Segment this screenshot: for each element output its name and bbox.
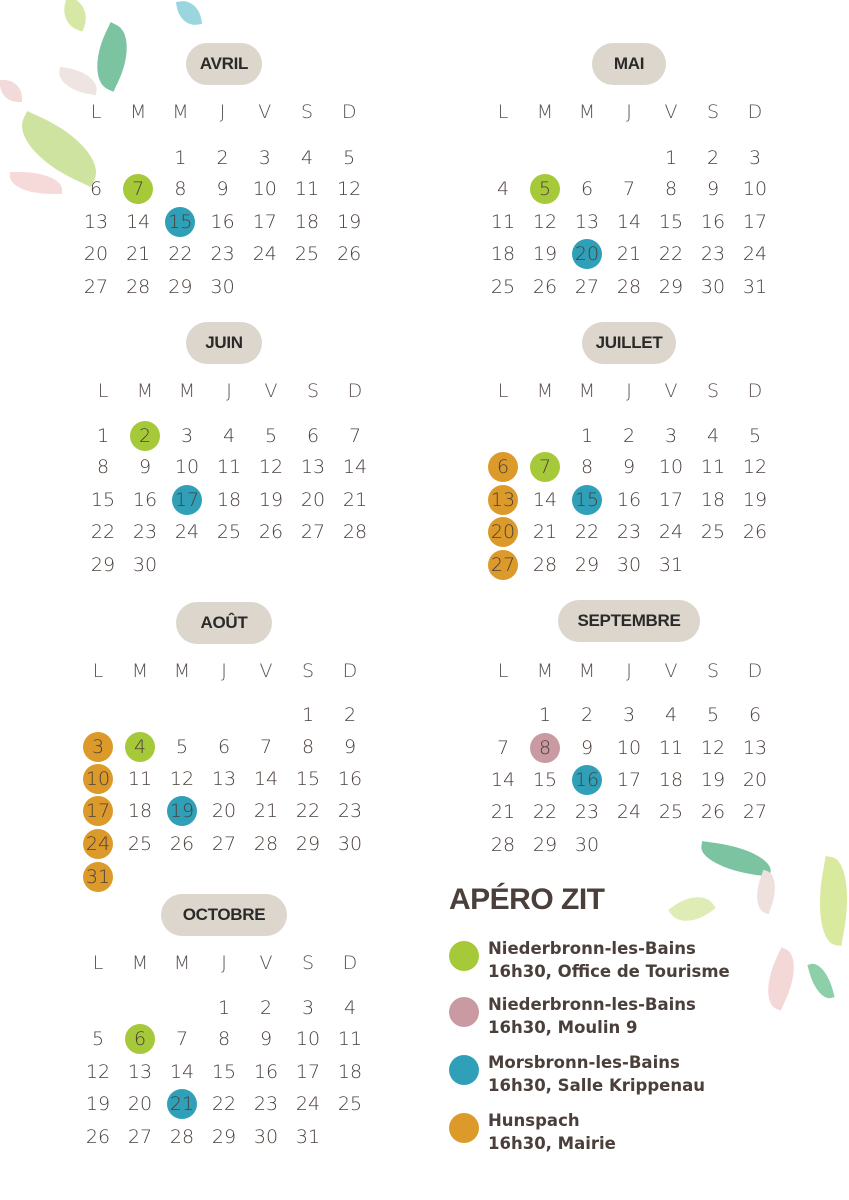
day-cell: 16 [700,211,726,233]
weekday-header: M [131,952,149,974]
leaf-decoration [10,172,62,194]
day-cell: 23 [253,1093,279,1115]
day-cell: 26 [337,243,362,265]
day-cell: 12 [258,456,284,478]
legend-text [488,1109,616,1155]
day-cell: 16 [337,768,363,790]
day-cell: 19 [337,211,362,233]
weekday-header: S [301,660,315,682]
day-cell: 1 [96,425,110,447]
day-cell: 16 [210,211,235,233]
event-day-green: 5 [530,174,560,204]
event-day-green: 6 [125,1024,155,1054]
day-cell: 30 [574,834,600,856]
day-cell: 26 [258,521,284,543]
day-cell: 8 [217,1028,231,1050]
day-cell: 7 [496,737,510,759]
day-cell: 29 [211,1126,237,1148]
weekday-header: M [131,660,149,682]
weekday-header: M [172,101,189,123]
legend-dot-orange [449,1113,479,1143]
event-day-blue: 15 [572,485,602,515]
day-cell: 30 [132,554,158,576]
day-cell: 30 [616,554,642,576]
day-cell: 5 [175,736,189,758]
legend-location: Morsbronn-les-Bains [488,1053,680,1072]
day-cell: 21 [532,521,558,543]
day-cell: 11 [337,1028,363,1050]
day-cell: 11 [658,737,684,759]
legend-location: Niederbronn-les-Bains [488,939,696,958]
legend-time-place: 16h30, Office de Tourisme [488,962,730,981]
weekday-header: S [706,101,720,123]
day-cell: 6 [217,736,231,758]
day-cell: 19 [85,1093,111,1115]
weekday-header: D [341,101,357,123]
day-cell: 15 [90,489,116,511]
day-cell: 22 [211,1093,237,1115]
weekday-header: V [664,101,678,123]
day-cell: 8 [580,456,594,478]
day-cell: 2 [580,704,594,726]
day-cell: 13 [300,456,326,478]
weekday-header: J [226,380,232,402]
month-title: SEPTEMBRE [558,600,700,642]
day-cell: 10 [174,456,200,478]
day-cell: 31 [742,276,768,298]
day-cell: 19 [532,243,558,265]
weekday-header: D [747,101,763,123]
weekday-header: S [301,952,315,974]
day-cell: 4 [343,997,357,1019]
legend-location: Niederbronn-les-Bains [488,995,696,1014]
day-cell: 18 [658,769,684,791]
day-cell: 1 [174,147,187,169]
day-cell: 12 [532,211,558,233]
weekday-header: L [497,101,509,123]
day-cell: 14 [253,768,279,790]
day-cell: 7 [259,736,273,758]
leaf-decoration [176,0,202,28]
weekday-header: V [259,660,273,682]
weekday-header: M [173,660,191,682]
day-cell: 6 [580,178,594,200]
day-cell: 6 [748,704,762,726]
weekday-header: S [300,101,314,123]
day-cell: 6 [89,178,103,200]
leaf-decoration [750,870,782,914]
day-cell: 27 [211,833,237,855]
day-cell: 24 [174,521,200,543]
day-cell: 27 [742,801,768,823]
day-cell: 23 [616,521,642,543]
day-cell: 13 [574,211,600,233]
day-cell: 13 [211,768,237,790]
day-cell: 10 [295,1028,321,1050]
day-cell: 13 [127,1061,153,1083]
leaf-decoration [58,0,92,32]
event-day-blue: 15 [165,207,195,237]
day-cell: 4 [706,425,720,447]
day-cell: 2 [259,997,273,1019]
day-cell: 3 [180,425,194,447]
day-cell: 14 [342,456,368,478]
day-cell: 30 [700,276,726,298]
day-cell: 23 [210,243,235,265]
day-cell: 11 [216,456,242,478]
month-title: MAI [592,43,666,85]
leaf-decoration [0,80,22,102]
day-cell: 8 [96,456,110,478]
day-cell: 23 [700,243,726,265]
event-day-green: 4 [125,732,155,762]
day-cell: 25 [490,276,516,298]
day-cell: 27 [300,521,326,543]
weekday-header: L [92,952,104,974]
day-cell: 1 [538,704,552,726]
day-cell: 27 [83,276,109,298]
day-cell: 5 [706,704,720,726]
weekday-header: J [626,380,632,402]
day-cell: 5 [264,425,278,447]
day-cell: 28 [490,834,516,856]
weekday-header: V [259,952,273,974]
leaf-decoration [757,947,805,1011]
weekday-header: M [536,380,554,402]
legend-text [488,937,730,983]
day-cell: 20 [83,243,109,265]
day-cell: 14 [532,489,558,511]
event-day-blue: 20 [572,239,602,269]
event-day-orange: 31 [83,862,113,892]
legend-dot-pink [449,997,479,1027]
event-day-orange: 6 [488,452,518,482]
day-cell: 28 [342,521,368,543]
weekday-header: M [173,952,191,974]
day-cell: 16 [616,489,642,511]
weekday-header: S [706,380,720,402]
day-cell: 21 [126,243,151,265]
event-day-orange: 27 [488,550,518,580]
day-cell: 5 [343,147,356,169]
day-cell: 24 [616,801,642,823]
weekday-header: J [626,101,632,123]
day-cell: 12 [700,737,726,759]
event-day-blue: 19 [167,796,197,826]
day-cell: 22 [574,521,600,543]
event-day-orange: 13 [488,485,518,515]
weekday-header: D [342,952,358,974]
event-day-orange: 3 [83,732,113,762]
day-cell: 20 [742,769,768,791]
day-cell: 26 [85,1126,111,1148]
day-cell: 2 [622,425,636,447]
weekday-header: J [219,101,226,123]
day-cell: 24 [742,243,768,265]
day-cell: 17 [742,211,768,233]
day-cell: 20 [211,800,237,822]
legend-time-place: 16h30, Mairie [488,1134,616,1153]
day-cell: 11 [490,211,516,233]
day-cell: 1 [217,997,231,1019]
day-cell: 24 [658,521,684,543]
legend-title: APÉRO ZIT [449,883,605,916]
day-cell: 1 [580,425,594,447]
day-cell: 14 [616,211,642,233]
day-cell: 1 [301,704,315,726]
weekday-header: M [578,380,596,402]
day-cell: 10 [742,178,768,200]
weekday-header: M [578,660,596,682]
day-cell: 11 [294,178,320,200]
day-cell: 22 [168,243,193,265]
day-cell: 12 [169,768,195,790]
leaf-decoration [668,887,716,931]
day-cell: 12 [337,178,362,200]
day-cell: 26 [532,276,558,298]
day-cell: 27 [574,276,600,298]
day-cell: 29 [574,554,600,576]
day-cell: 12 [742,456,768,478]
event-day-orange: 17 [83,796,113,826]
day-cell: 25 [127,833,153,855]
day-cell: 11 [700,456,726,478]
day-cell: 16 [253,1061,279,1083]
day-cell: 9 [622,456,636,478]
day-cell: 29 [658,276,684,298]
weekday-header: M [136,380,154,402]
day-cell: 30 [210,276,235,298]
day-cell: 8 [301,736,315,758]
day-cell: 10 [658,456,684,478]
day-cell: 23 [132,521,158,543]
day-cell: 4 [496,178,510,200]
day-cell: 3 [664,425,678,447]
day-cell: 25 [337,1093,363,1115]
day-cell: 22 [658,243,684,265]
day-cell: 23 [574,801,600,823]
day-cell: 30 [337,833,363,855]
day-cell: 17 [295,1061,321,1083]
month-title: AVRIL [186,43,262,85]
day-cell: 21 [490,801,516,823]
day-cell: 22 [295,800,321,822]
day-cell: 21 [616,243,642,265]
day-cell: 20 [127,1093,153,1115]
day-cell: 18 [700,489,726,511]
day-cell: 25 [294,243,320,265]
weekday-header: L [92,660,104,682]
legend-time-place: 16h30, Salle Krippenau [488,1076,705,1095]
day-cell: 17 [616,769,642,791]
day-cell: 28 [253,833,279,855]
legend-dot-green [449,941,479,971]
day-cell: 8 [174,178,187,200]
event-day-blue: 21 [167,1089,197,1119]
day-cell: 7 [175,1028,189,1050]
event-day-orange: 20 [488,517,518,547]
legend-text [488,993,696,1039]
day-cell: 7 [622,178,636,200]
weekday-header: V [664,660,678,682]
day-cell: 18 [216,489,242,511]
weekday-header: V [264,380,278,402]
event-day-orange: 24 [83,829,113,859]
legend-time-place: 16h30, Moulin 9 [488,1018,638,1037]
day-cell: 19 [258,489,284,511]
month-title: JUILLET [582,322,676,364]
day-cell: 22 [90,521,116,543]
day-cell: 31 [295,1126,321,1148]
weekday-header: V [258,101,272,123]
event-day-orange: 10 [83,764,113,794]
weekday-header: L [97,380,109,402]
legend-dot-blue [449,1055,479,1085]
day-cell: 4 [300,147,314,169]
day-cell: 7 [348,425,362,447]
month-title: JUIN [186,322,262,364]
day-cell: 3 [622,704,636,726]
day-cell: 29 [295,833,321,855]
day-cell: 23 [337,800,363,822]
event-day-green: 7 [123,174,153,204]
day-cell: 27 [127,1126,153,1148]
legend-text [488,1051,705,1097]
weekday-header: S [306,380,320,402]
weekday-header: M [578,101,596,123]
weekday-header: L [497,660,509,682]
day-cell: 12 [85,1061,111,1083]
day-cell: 14 [126,211,151,233]
day-cell: 2 [706,147,720,169]
day-cell: 18 [337,1061,363,1083]
day-cell: 15 [211,1061,237,1083]
leaf-decoration [56,67,99,96]
day-cell: 18 [490,243,516,265]
day-cell: 31 [658,554,684,576]
day-cell: 2 [216,147,229,169]
weekday-header: J [626,660,632,682]
day-cell: 9 [138,456,152,478]
day-cell: 26 [700,801,726,823]
weekday-header: L [497,380,509,402]
day-cell: 14 [169,1061,195,1083]
day-cell: 2 [343,704,357,726]
day-cell: 19 [742,489,768,511]
day-cell: 22 [532,801,558,823]
day-cell: 24 [295,1093,321,1115]
day-cell: 13 [83,211,109,233]
weekday-header: D [347,380,363,402]
day-cell: 14 [490,769,516,791]
weekday-header: S [706,660,720,682]
day-cell: 9 [216,178,229,200]
day-cell: 30 [253,1126,279,1148]
day-cell: 6 [306,425,320,447]
day-cell: 4 [664,704,678,726]
weekday-header: D [747,660,763,682]
weekday-header: J [221,660,227,682]
weekday-header: L [90,101,102,123]
day-cell: 3 [258,147,271,169]
day-cell: 9 [343,736,357,758]
weekday-header: M [178,380,196,402]
day-cell: 25 [658,801,684,823]
day-cell: 15 [658,211,684,233]
day-cell: 21 [253,800,279,822]
day-cell: 18 [294,211,320,233]
day-cell: 17 [252,211,277,233]
day-cell: 21 [342,489,368,511]
day-cell: 11 [127,768,153,790]
leaf-decoration [811,856,849,946]
day-cell: 5 [91,1028,105,1050]
day-cell: 24 [252,243,277,265]
day-cell: 16 [132,489,158,511]
day-cell: 8 [664,178,678,200]
weekday-header: J [221,952,227,974]
day-cell: 29 [168,276,193,298]
event-day-green: 2 [130,421,160,451]
legend-location: Hunspach [488,1111,580,1130]
day-cell: 10 [252,178,277,200]
day-cell: 19 [700,769,726,791]
day-cell: 9 [580,737,594,759]
day-cell: 1 [664,147,678,169]
day-cell: 15 [532,769,558,791]
day-cell: 15 [295,768,321,790]
day-cell: 25 [700,521,726,543]
event-day-green: 7 [530,452,560,482]
day-cell: 28 [126,276,151,298]
event-day-pink: 8 [530,733,560,763]
day-cell: 29 [532,834,558,856]
day-cell: 9 [259,1028,273,1050]
day-cell: 9 [706,178,720,200]
day-cell: 17 [658,489,684,511]
day-cell: 28 [532,554,558,576]
day-cell: 3 [748,147,762,169]
day-cell: 20 [300,489,326,511]
weekday-header: M [536,660,554,682]
day-cell: 5 [748,425,762,447]
leaf-decoration [807,960,834,1001]
day-cell: 28 [616,276,642,298]
day-cell: 4 [222,425,236,447]
day-cell: 26 [169,833,195,855]
weekday-header: D [342,660,358,682]
day-cell: 25 [216,521,242,543]
event-day-blue: 17 [172,485,202,515]
day-cell: 29 [90,554,116,576]
weekday-header: M [536,101,554,123]
month-title: AOÛT [176,602,272,644]
day-cell: 13 [742,737,768,759]
weekday-header: D [747,380,763,402]
event-day-blue: 16 [572,765,602,795]
day-cell: 28 [169,1126,195,1148]
weekday-header: V [664,380,678,402]
day-cell: 3 [301,997,315,1019]
day-cell: 26 [742,521,768,543]
month-title: OCTOBRE [161,894,287,936]
weekday-header: M [129,101,147,123]
day-cell: 10 [616,737,642,759]
day-cell: 18 [127,800,153,822]
